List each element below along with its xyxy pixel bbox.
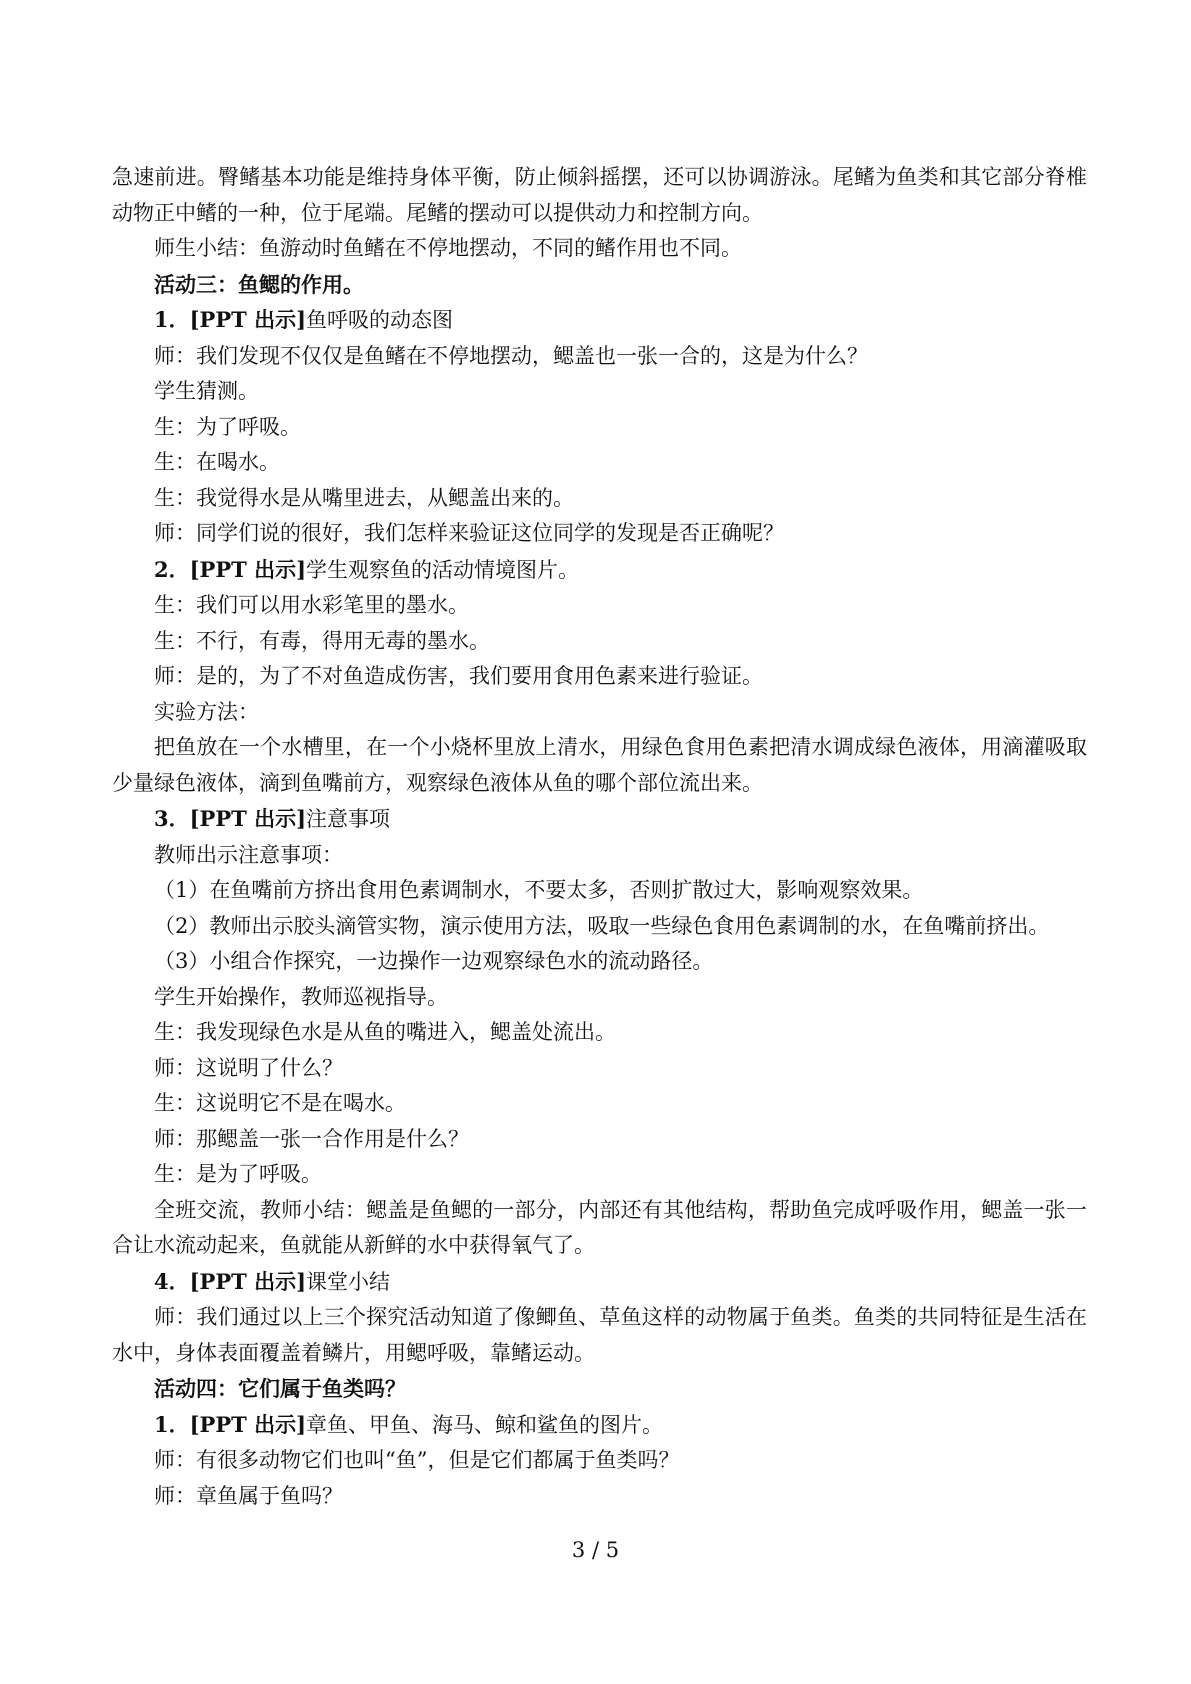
- paragraph: 师：我们发现不仅仅是鱼鳍在不停地摆动，鳃盖也一张一合的，这是为什么？: [154, 343, 868, 368]
- paragraph: 生：我发现绿色水是从鱼的嘴进入，鳃盖处流出。: [154, 1020, 616, 1044]
- paragraph: 全班交流，教师小结：鳃盖是鱼鳃的一部分，内部还有其他结构，帮助鱼完成呼吸作用，鳃盖一张一合让水流动起来，鱼就能从新鲜的水中获得氧气了。: [112, 1197, 1087, 1257]
- paragraph: 生：不行，有毒，得用无毒的墨水。: [154, 628, 490, 653]
- page-number: 3 / 5: [571, 1538, 620, 1562]
- ppt-step: [112, 801, 1087, 838]
- section-heading: 活动四：它们属于鱼类吗？: [154, 1376, 406, 1401]
- section-heading: 活动三：鱼鳃的作用。: [154, 271, 364, 297]
- paragraph: 急速前进。臀鳍基本功能是维持身体平衡，防止倾斜摇摆，还可以协调游泳。尾鳍为鱼类和其它部分脊椎动物正中鳍的一种，位于尾端。尾鳍的摆动可以提供动力和控制方向。: [112, 165, 1087, 225]
- paragraph: 师：同学们说的很好，我们怎样来验证这位同学的发现是否正确呢？: [154, 521, 784, 545]
- step-number: 4．[PPT 出示]: [154, 1268, 307, 1294]
- step-number: 1．[PPT 出示]: [154, 1411, 307, 1437]
- paragraph: 生：在喝水。: [154, 450, 280, 474]
- step-text: 鱼呼吸的动态图: [306, 308, 454, 332]
- paragraph: 教师出示注意事项：: [154, 842, 343, 867]
- paragraph: 生：是为了呼吸。: [154, 1162, 322, 1186]
- paragraph: （2）教师出示胶头滴管实物，演示使用方法，吸取一些绿色食用色素调制的水，在鱼嘴前挤出。: [154, 913, 1050, 938]
- paragraph: 生：这说明它不是在喝水。: [154, 1091, 406, 1115]
- paragraph: 师：章鱼属于鱼吗？: [154, 1483, 343, 1508]
- paragraph: （1）在鱼嘴前方挤出食用色素调制水，不要太多，否则扩散过大，影响观察效果。: [154, 878, 924, 902]
- paragraph: 生：我觉得水是从嘴里进去，从鳃盖出来的。: [154, 485, 574, 510]
- paragraph: 师：我们通过以上三个探究活动知道了像鲫鱼、草鱼这样的动物属于鱼类。鱼类的共同特征是生活在水中，身体表面覆盖着鳞片，用鳃呼吸，靠鳍运动。: [112, 1305, 1087, 1365]
- step-text: 学生观察鱼的活动情境图片。: [306, 557, 580, 582]
- paragraph: 学生开始操作，教师巡视指导。: [154, 984, 448, 1009]
- paragraph: 师：这说明了什么？: [154, 1055, 343, 1080]
- paragraph: 生：为了呼吸。: [154, 414, 301, 439]
- step-text: 章鱼、甲鱼、海马、鲸和鲨鱼的图片。: [306, 1412, 664, 1437]
- step-number: 3．[PPT 出示]: [154, 806, 307, 831]
- paragraph: 实验方法：: [154, 699, 259, 724]
- document-body: [112, 160, 1087, 1514]
- paragraph: （3）小组合作探究，一边操作一边观察绿色水的流动路径。: [154, 949, 714, 973]
- step-text: 课堂小结: [306, 1269, 391, 1294]
- step-number: 1．[PPT 出示]: [154, 307, 307, 332]
- paragraph: 生：我们可以用水彩笔里的墨水。: [154, 593, 469, 617]
- ppt-step: [112, 1407, 1087, 1444]
- paragraph: 师：那鳃盖一张一合作用是什么？: [154, 1126, 469, 1151]
- paragraph: 师：有很多动物它们也叫“鱼”，但是它们都属于鱼类吗？: [154, 1448, 680, 1472]
- paragraph: 师：是的，为了不对鱼造成伤害，我们要用食用色素来进行验证。: [154, 664, 763, 688]
- step-number: 2．[PPT 出示]: [154, 556, 307, 582]
- paragraph: 学生猜测。: [154, 379, 259, 403]
- paragraph: 师生小结：鱼游动时鱼鳍在不停地摆动，不同的鳍作用也不同。: [154, 236, 742, 260]
- step-text: 注意事项: [306, 807, 391, 831]
- ppt-step: [112, 302, 1087, 339]
- paragraph: 把鱼放在一个水槽里，在一个小烧杯里放上清水，用绿色食用色素把清水调成绿色液体，用滴灌吸取少量绿色液体，滴到鱼嘴前方，观察绿色液体从鱼的哪个部位流出来。: [112, 735, 1087, 795]
- ppt-step: [112, 552, 1087, 589]
- ppt-step: [112, 1264, 1087, 1301]
